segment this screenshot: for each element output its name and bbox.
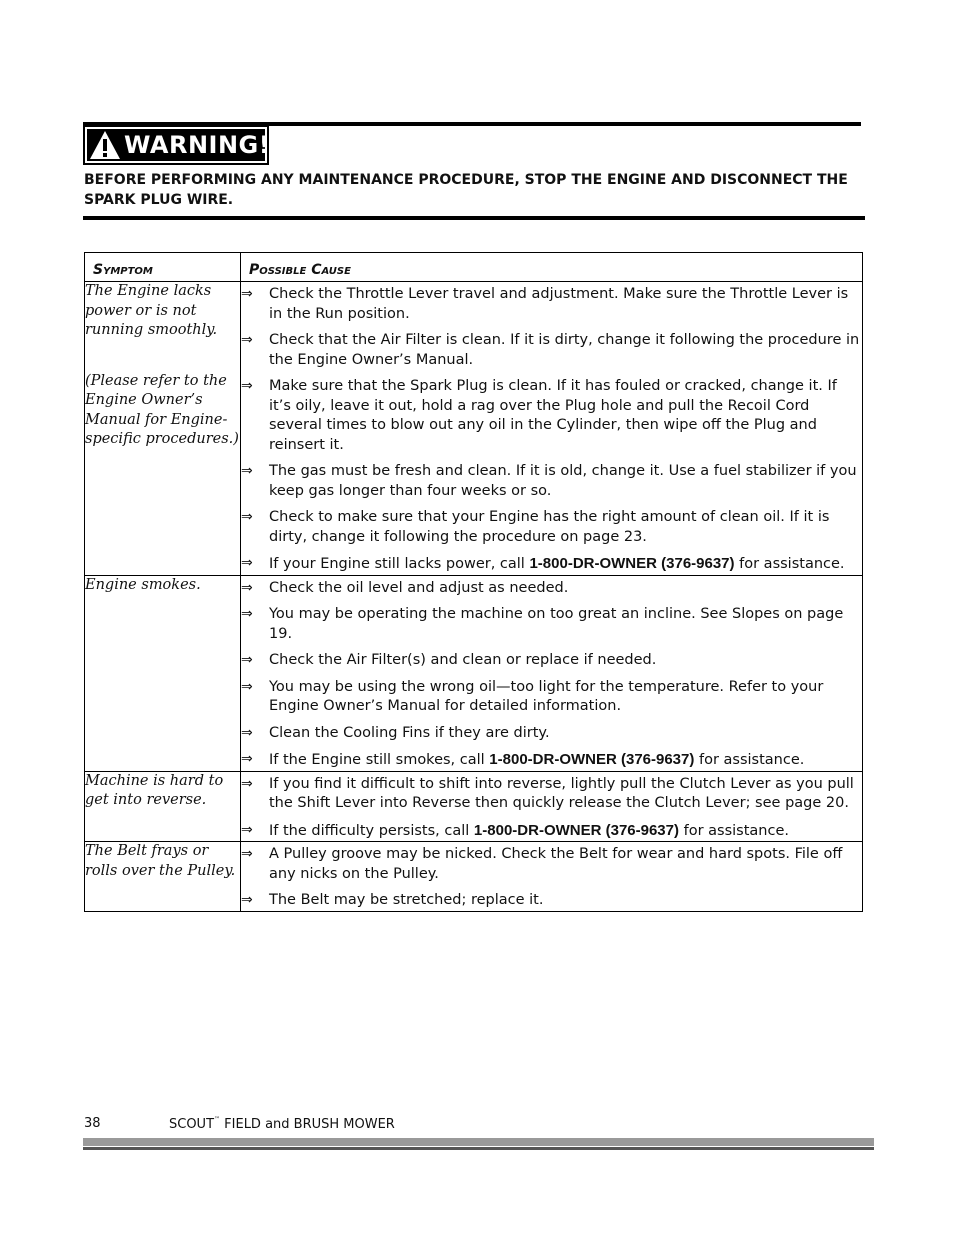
cause-item [241, 285, 862, 324]
symptom-cell [85, 842, 241, 912]
cause-item [241, 724, 862, 744]
table-row [85, 575, 863, 771]
cause-cell [241, 771, 863, 842]
cause-text: A Pulley groove may be nicked. Check the Belt for wear and hard spots. File off any nicks on the Pulley. [269, 846, 843, 882]
cause-cell [241, 575, 863, 771]
cause-text-pre: If the difficulty persists, call [269, 822, 474, 839]
symptom-text: The Engine lacks power or is not running smoothly. [85, 283, 218, 338]
table-row [85, 842, 863, 912]
double-arrow-icon: ⇒ [241, 555, 253, 571]
symptom-text: Machine is hard to get into reverse. [85, 772, 224, 808]
cause-item [241, 377, 862, 455]
cause-text: Clean the Cooling Fins if they are dirty. [269, 724, 550, 741]
cause-text: Check to make sure that your Engine has the right amount of clean oil. If it is dirty, change it following the procedure on page 23. [269, 509, 830, 545]
double-arrow-icon: ⇒ [241, 509, 253, 525]
double-arrow-icon: ⇒ [241, 286, 253, 302]
table-header-row [85, 253, 863, 282]
cause-text-post: for assistance. [734, 556, 845, 572]
symptom-cell [85, 282, 241, 576]
cause-item [241, 579, 862, 599]
table-body [85, 282, 863, 912]
double-arrow-icon: ⇒ [241, 724, 253, 741]
troubleshooting-table [84, 252, 863, 912]
cause-cell [241, 842, 863, 912]
cause-item [241, 750, 862, 771]
header-symptom: Symptom [85, 253, 241, 282]
cause-item [241, 891, 862, 911]
double-arrow-icon: ⇒ [241, 892, 253, 908]
header-possible-cause: Possible Cause [241, 253, 863, 282]
trademark-mark: ™ [214, 1116, 221, 1123]
double-arrow-icon: ⇒ [241, 775, 253, 792]
double-arrow-icon: ⇒ [241, 579, 253, 596]
cause-item [241, 651, 862, 671]
symptom-cell [85, 575, 241, 771]
cause-text [269, 821, 862, 842]
cause-text: The gas must be fresh and clean. If it is old, change it. Use a fuel stabilizer if you keep gas longer than four weeks or so. [269, 463, 857, 499]
cause-text: The Belt may be stretched; replace it. [269, 892, 544, 908]
cause-item [241, 845, 862, 884]
warning-triangle-icon [89, 128, 121, 162]
page-number: 38 [84, 1116, 101, 1131]
cause-item [241, 678, 862, 717]
double-arrow-icon: ⇒ [241, 463, 253, 479]
cause-text: Check the Air Filter(s) and clean or replace if needed. [269, 652, 657, 668]
footer-rule [83, 1138, 874, 1150]
double-arrow-icon: ⇒ [241, 332, 253, 348]
cause-item [241, 462, 862, 501]
warning-text: BEFORE PERFORMING ANY MAINTENANCE PROCEDURE, STOP THE ENGINE AND DISCONNECT THE SPARK PLUG WIRE. [84, 172, 848, 208]
footer-title [169, 1116, 395, 1132]
table-row [85, 282, 863, 576]
cause-text: You may be operating the machine on too great an incline. See Slopes on page 19. [269, 606, 844, 642]
double-arrow-icon: ⇒ [241, 678, 253, 695]
double-arrow-icon: ⇒ [241, 606, 253, 622]
symptom-text: Engine smokes. [85, 576, 201, 593]
phone-number: 1-800-DR-OWNER (376-9637) [489, 751, 695, 768]
cause-item [241, 821, 862, 842]
table-row [85, 771, 863, 842]
cause-text: Check the oil level and adjust as needed. [269, 579, 569, 596]
phone-number: 1-800-DR-OWNER (376-9637) [529, 555, 735, 572]
double-arrow-icon: ⇒ [241, 652, 253, 668]
warning-title: WARNING! [124, 131, 271, 159]
cause-text-pre: If your Engine still lacks power, call [269, 556, 530, 572]
cause-cell [241, 282, 863, 576]
cause-text: Make sure that the Spark Plug is clean. If it has fouled or cracked, change it. If it’s oily, leave it out, hold a rag over the Plug hole and pull the Recoil Cord several times to blow out any oil in the Cylinder, then wipe off the Plug and reinsert it. [269, 378, 837, 453]
cause-text [269, 554, 862, 575]
double-arrow-icon: ⇒ [241, 378, 253, 394]
footer-title-product: SCOUT [169, 1117, 215, 1132]
cause-text-pre: If the Engine still smokes, call [269, 752, 490, 768]
symptom-cell [85, 771, 241, 842]
cause-text-post: for assistance. [679, 822, 789, 839]
double-arrow-icon: ⇒ [241, 821, 253, 838]
cause-text-post: for assistance. [694, 752, 805, 768]
cause-text: Check the Throttle Lever travel and adjustment. Make sure the Throttle Lever is in the Run position. [269, 286, 849, 322]
cause-item [241, 508, 862, 547]
cause-item [241, 331, 862, 370]
symptom-note: (Please refer to the Engine Owner’s Manual for Engine-specific procedures.) [85, 372, 239, 447]
cause-text: You may be using the wrong oil—too light for the temperature. Refer to your Engine Owner’s Manual for detailed information. [269, 678, 824, 714]
phone-number: 1-800-DR-OWNER (376-9637) [473, 821, 679, 839]
double-arrow-icon: ⇒ [241, 751, 253, 767]
cause-text: If you find it difficult to shift into reverse, lightly pull the Clutch Lever as you pull the Shift Lever into Reverse then quickly release the Clutch Lever; see page 20. [269, 775, 854, 811]
symptom-text: The Belt frays or rolls over the Pulley. [85, 843, 236, 879]
warning-badge [83, 125, 269, 165]
cause-item [241, 775, 862, 814]
cause-item [241, 605, 862, 644]
footer-title-rest: FIELD and BRUSH MOWER [220, 1117, 395, 1132]
cause-text [269, 750, 862, 771]
warning-bottom-rule [83, 216, 865, 220]
cause-text: Check that the Air Filter is clean. If it is dirty, change it following the procedure in the Engine Owner’s Manual. [269, 332, 860, 368]
double-arrow-icon: ⇒ [241, 846, 253, 862]
cause-item [241, 554, 862, 575]
